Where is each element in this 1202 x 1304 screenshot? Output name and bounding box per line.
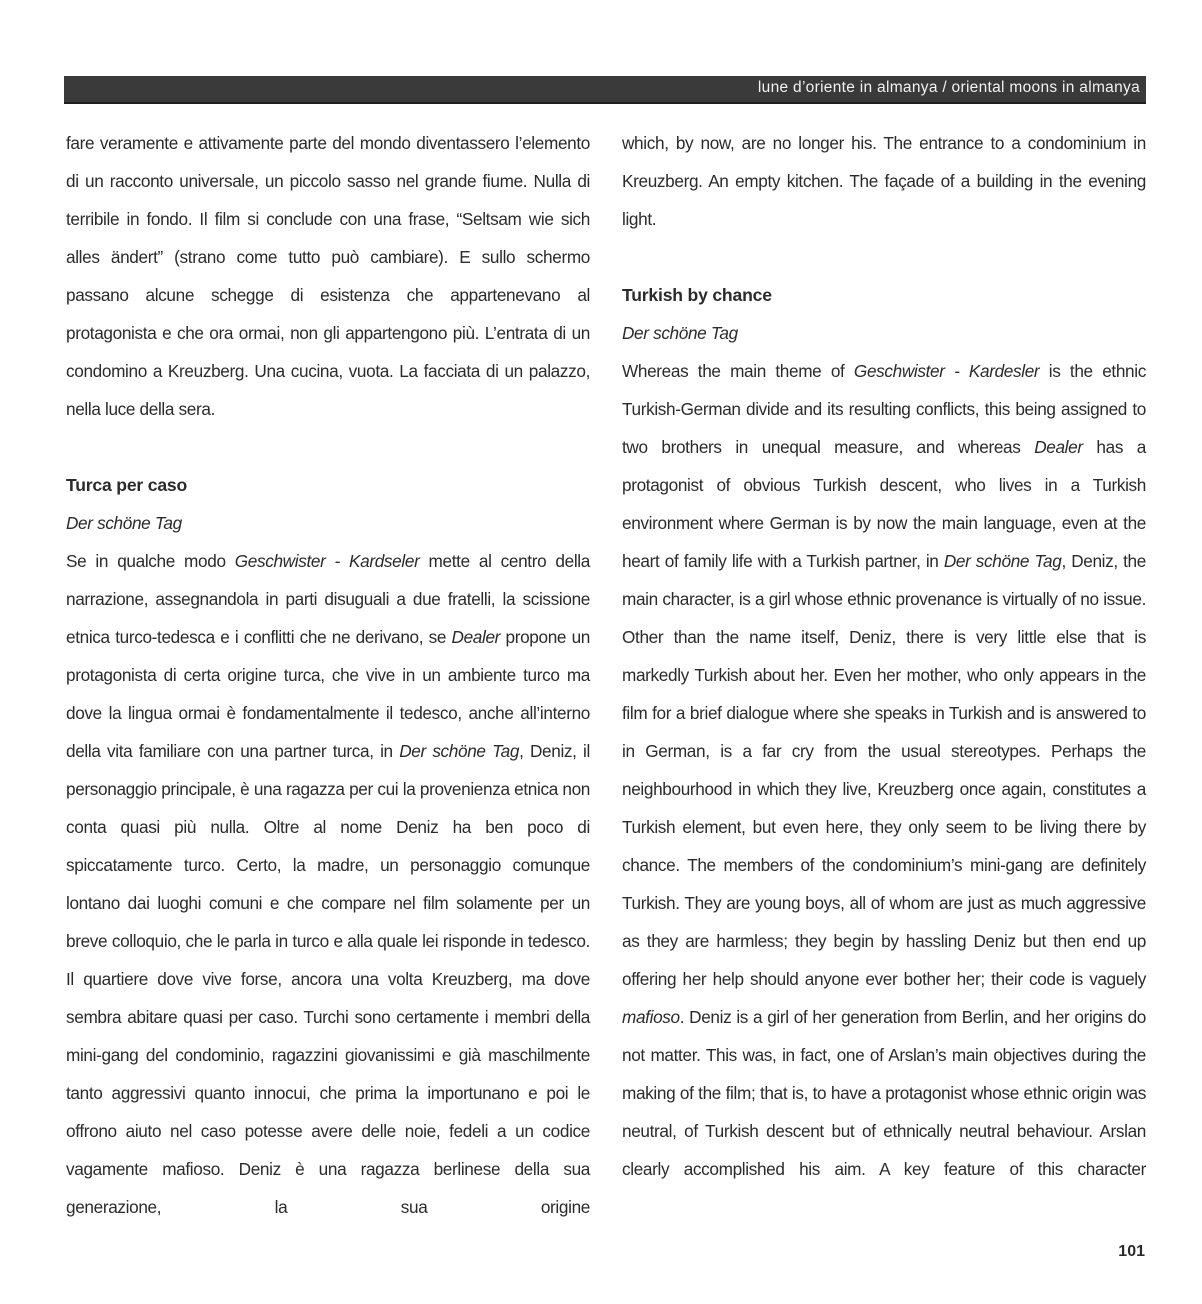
- right-column-english: [622, 124, 1146, 1188]
- text-run: has a protagonist of obvious Turkish descent, who lives in a Turkish environment where German is by now the main language, even at the heart of family life with a Turkish partner, in: [622, 437, 1146, 571]
- intro-paragraph: which, by now, are no longer his. The entrance to a condominium in Kreuzberg. An empty kitchen. The façade of a building in the evening light.: [622, 133, 1146, 229]
- film-title-italic: Geschwister - Kardesler: [853, 361, 1040, 381]
- text-run: , Deniz, il personaggio principale, è una ragazza per cui la provenienza etnica non conta quasi più nulla. Oltre al nome Deniz ha ben poco di spiccatamente turco. Certo, la madre, un personaggio comunque lontano dai luoghi comuni e che compare nel film solamente per un breve colloquio, che le parla in turco e alla quale lei risponde in tedesco. Il quartiere dove vive forse, ancora una volta Kreuzberg, ma dove sembra abitare quasi per caso. Turchi sono certamente i membri della mini-gang del condominio, ragazzini giovanissimi e già maschilmente tanto aggressivi quanto innocui, che prima la importunano e poi le offrono aiuto nel caso potesse avere delle noie, fedeli a un codice vagamente mafioso. Deniz è una ragazza berlinese della sua generazione, la sua origine: [66, 741, 590, 1217]
- section-heading: Turca per caso: [66, 475, 188, 495]
- film-title-italic: Der schöne Tag: [399, 741, 520, 761]
- text-run: is the ethnic Turkish-German divide and its resulting conflicts, this being assigned to two brothers in unequal measure, and whereas: [622, 361, 1146, 457]
- text-run: Whereas the main theme of: [622, 361, 854, 381]
- left-column-italian: [66, 124, 590, 1226]
- film-title-italic: Dealer: [451, 627, 501, 647]
- film-title-italic: Dealer: [1034, 437, 1083, 457]
- film-title-subheading: Der schöne Tag: [622, 323, 738, 343]
- intro-paragraph: fare veramente e attivamente parte del mondo diventassero l’elemento di un racconto universale, un piccolo sasso nel grande fiume. Nulla di terribile in fondo. Il film si conclude con una frase, “Seltsam wie sich alles ändert” (strano come tutto può cambiare). E sullo schermo passano alcune schegge di esistenza che appartenevano al protagonista e che ora ormai, non gli appartengono più. L’entrata di un condomino a Kreuzberg. Una cucina, vuota. La facciata di un palazzo, nella luce della sera.: [66, 133, 590, 419]
- paragraph-spacer: [622, 238, 1146, 276]
- text-run: . Deniz is a girl of her generation from Berlin, and her origins do not matter. This was, in fact, one of Arslan’s main objectives during the making of the film; that is, to have a protagonist whose ethnic origin was neutral, of Turkish descent but of ethnically neutral behaviour. Arslan clearly accomplished his aim. A key feature of this character: [622, 1007, 1146, 1179]
- film-title-subheading: Der schöne Tag: [66, 513, 182, 533]
- text-run: Se in qualche modo: [66, 551, 235, 571]
- paragraph-spacer: [66, 428, 590, 466]
- running-header: [64, 76, 1146, 104]
- text-run: mette al centro della narrazione, assegnandola in parti disuguali a due fratelli, la scissione etnica turco-tedesca e i conflitti che ne derivano, se: [66, 551, 590, 647]
- running-header-title: lune d’oriente in almanya / oriental moons in almanya: [757, 79, 1140, 96]
- page-number: 101: [1118, 1243, 1145, 1260]
- film-title-italic: Der schöne Tag: [943, 551, 1062, 571]
- section-heading: Turkish by chance: [622, 285, 772, 305]
- film-title-italic: Geschwister - Kardseler: [234, 551, 420, 571]
- body-paragraph: [66, 542, 590, 1226]
- text-run: propone un protagonista di certa origine turca, che vive in un ambiente turco ma dove la lingua ormai è fondamentalmente il tedesco, anche all’interno della vita familiare con una partner turca, in: [66, 627, 590, 761]
- italic-word: mafioso: [622, 1007, 680, 1027]
- text-run: , Deniz, the main character, is a girl whose ethnic provenance is virtually of no issue. Other than the name itself, Deniz, there is very little else that is markedly Turkish about her. Even her mother, who only appears in the film for a brief dialogue where she speaks in Turkish and is answered to in German, is a far cry from the usual stereotypes. Perhaps the neighbourhood in which they live, Kreuzberg once again, constitutes a Turkish element, but even here, they only seem to be living there by chance. The members of the condominium’s mini-gang are definitely Turkish. They are young boys, all of whom are just as much aggressive as they are harmless; they begin by hassling Deniz but then end up offering her help should anyone ever bother her; their code is vaguely: [622, 551, 1146, 989]
- body-paragraph: [622, 352, 1146, 1188]
